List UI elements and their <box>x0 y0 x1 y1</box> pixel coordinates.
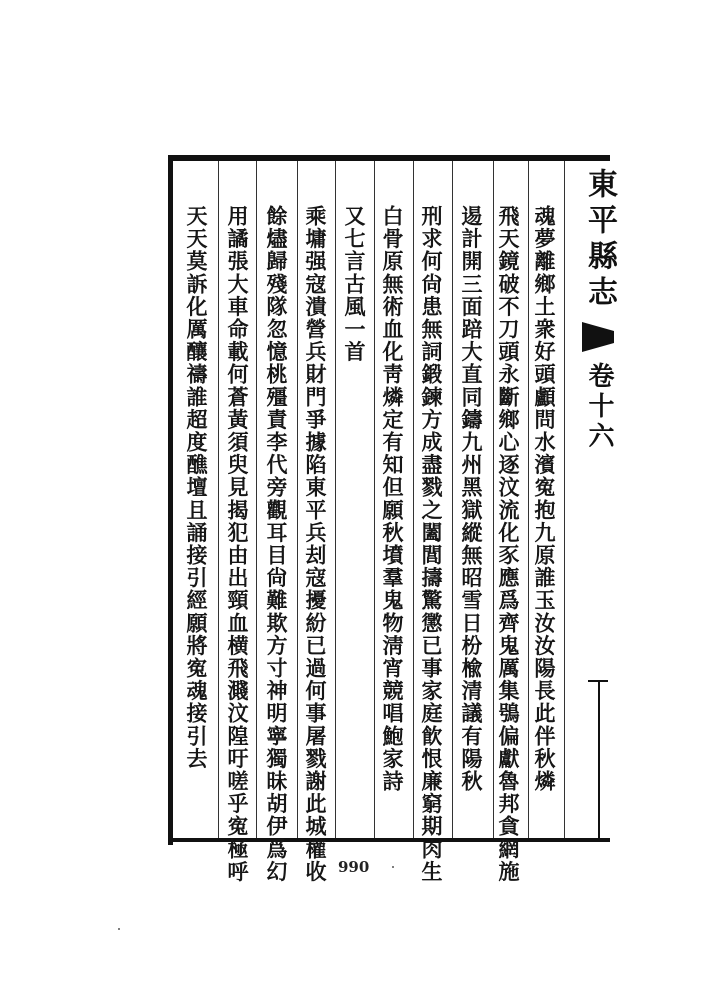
text-column: 天天莫訴化厲釀禱誰超度醮壇且誦接引經願將寃魂接引去 <box>184 205 209 770</box>
column-divider <box>335 161 336 838</box>
column-divider <box>218 161 219 838</box>
frame-top-rule <box>170 155 610 161</box>
header-title: 東平縣志 <box>582 168 617 312</box>
header-volume: 卷十六 <box>584 362 614 452</box>
fish-tail-mark <box>582 322 614 352</box>
text-column: 魂夢離鄉土衆好頭顱問水濱寃抱九原誰玉汝汝陽長此伴秋燐 <box>532 205 557 793</box>
column-divider <box>564 161 565 838</box>
frame-right-tick <box>588 680 608 682</box>
column-divider <box>452 161 453 838</box>
text-column: 逷計開三面踣大直同鑄九州黑獄縱無昭雪日枌楡清議有陽秋 <box>459 205 484 793</box>
column-divider <box>528 161 529 838</box>
column-divider <box>374 161 375 838</box>
scan-speck <box>392 866 394 868</box>
column-divider <box>413 161 414 838</box>
page-number: 990 <box>338 858 370 876</box>
text-column: 刑求何尙患無詞鍛鍊方成盡戮之闔閭擣驚懲已事家庭飮恨廉窮期肉生 <box>419 205 444 883</box>
section-heading: 又七言古風一首 <box>342 205 367 364</box>
frame-right-rule <box>598 680 600 840</box>
text-column: 飛天鏡破不刀頭永斷鄉心逐汶流化豕應爲齊鬼厲集鴞偏獻魯邦貪網施 <box>496 205 521 883</box>
column-divider <box>297 161 298 838</box>
text-column: 白骨原無術血化靑燐定有知但願秋墳羣鬼物淸宵競唱鮑家詩 <box>380 205 405 793</box>
scan-speck <box>118 928 120 930</box>
text-column: 乘墉强寇潰營兵財門爭據陷東平兵刦寇擾紛已過何事屠戮謝此城權收 <box>303 205 328 883</box>
column-divider <box>256 161 257 838</box>
text-column: 餘燼歸殘隊忽憶桃殭責李代旁觀耳目尙難欺方寸神明寧獨昧胡伊爲幻 <box>264 205 289 883</box>
column-divider <box>493 161 494 838</box>
text-column: 用譎張大車命載何蒼黃須臾見揭犯由出頸血横飛濺汶隍吁嗟乎寃極呼 <box>225 205 250 883</box>
frame-left-rule <box>168 155 173 845</box>
